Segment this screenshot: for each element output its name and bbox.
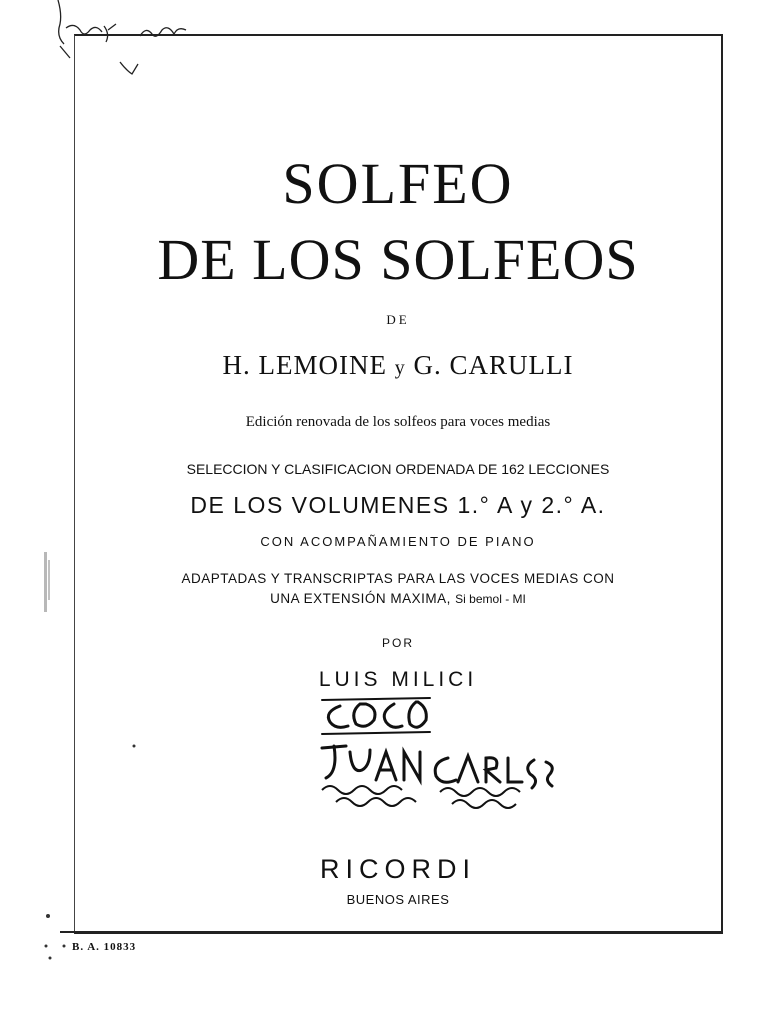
volumes-line: DE LOS VOLUMENES 1.° A y 2.° A.: [190, 492, 606, 518]
publisher-name: RICORDI: [320, 854, 476, 884]
catalog-code: B. A. 10833: [72, 941, 137, 953]
title-line-2: DE LOS SOLFEOS: [157, 227, 639, 292]
doodle-coco-text: [322, 698, 430, 734]
handwritten-scribble-top-left: [58, 0, 186, 74]
edition-note: Edición renovada de los solfeos para voces medias: [245, 414, 551, 430]
doodle-juan-carlos-text: [322, 746, 552, 788]
arranger-name: LUIS MILICI: [318, 668, 478, 691]
margin-specks: [44, 552, 136, 960]
adaptation-extension: UNA EXTENSIÓN MAXIMA,: [270, 591, 451, 606]
doodle-wavy-underlines: [322, 786, 520, 808]
selection-line: SELECCION Y CLASIFICACION ORDENADA DE 162 LECCIONES: [186, 461, 610, 477]
author-conjunction: y: [394, 357, 406, 379]
por-label: POR: [381, 636, 414, 650]
publisher-city: BUENOS AIRES: [346, 892, 450, 907]
author-first: H. LEMOINE: [222, 350, 387, 380]
author-second: G. CARULLI: [413, 350, 574, 380]
accompaniment-line: CON ACOMPAÑAMIENTO DE PIANO: [260, 534, 536, 549]
adaptation-line-1: ADAPTADAS Y TRANSCRIPTAS PARA LAS VOCES MEDIAS CON: [181, 571, 615, 586]
adaptation-range: Si bemol - MI: [455, 592, 526, 606]
title-line-1: SOLFEO: [282, 151, 514, 216]
de-label: DE: [386, 312, 410, 327]
